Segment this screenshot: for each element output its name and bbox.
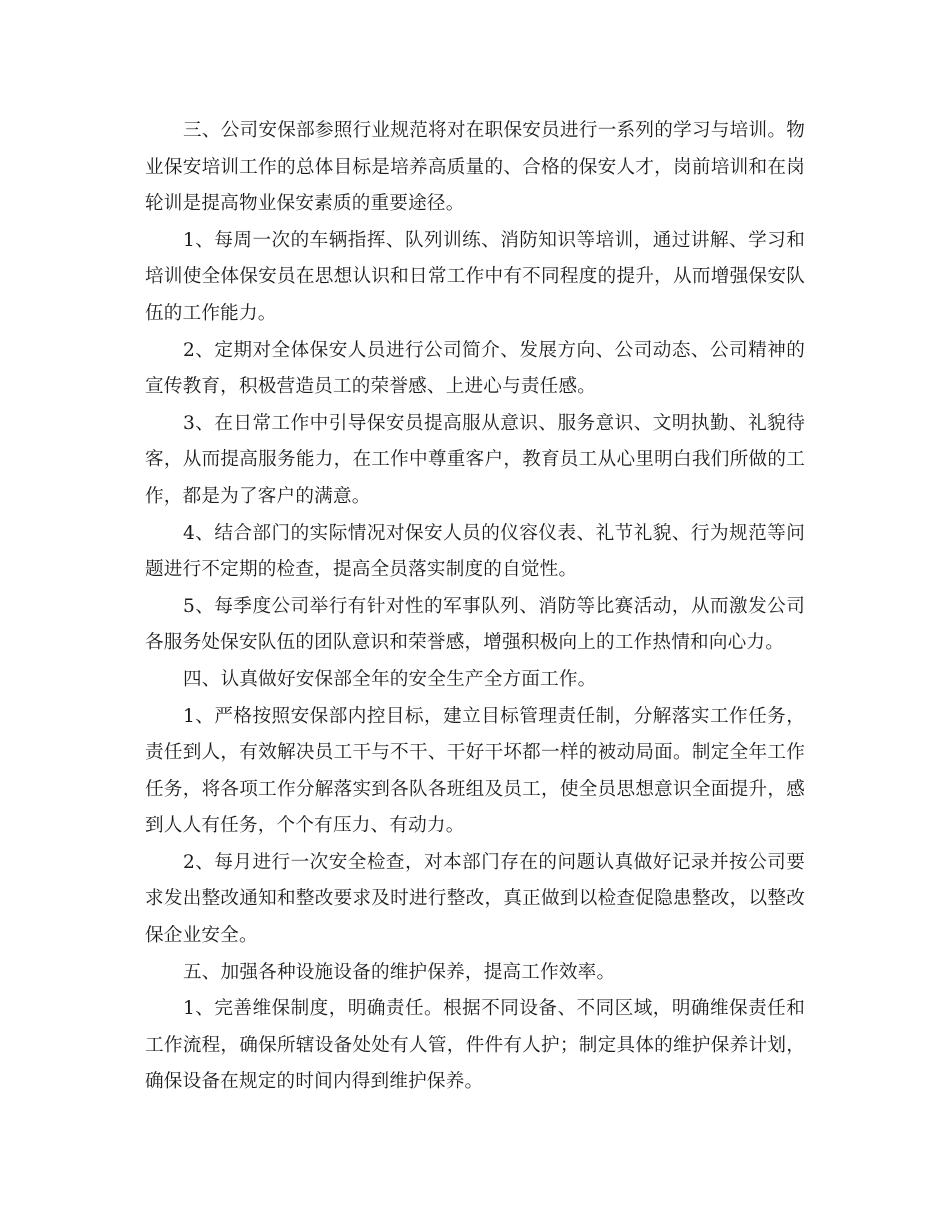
paragraph-3-item-3: 3、在日常工作中引导保安员提高服从意识、服务意识、文明执勤、礼貌待客，从而提高服务能力，在工作中尊重客户，教育员工从心里明白我们所做的工作，都是为了客户的满意。: [145, 412, 805, 507]
paragraph-5-item-1: 1、完善维保制度，明确责任。根据不同设备、不同区域，明确维保责任和工作流程，确保所辖设备处处有人管，件件有人护；制定具体的维护保养计划，确保设备在规定的时间内得到维护保养。: [145, 998, 805, 1093]
paragraph-4-item-1: 1、严格按照安保部内控目标，建立目标管理责任制，分解落实工作任务，责任到人，有效解决员工干与不干、干好干坏都一样的被动局面。制定全年工作任务，将各项工作分解落实到各队各班组及员工，使全员思想意识全面提升，感到人人有任务，个个有压力、有动力。: [145, 705, 805, 837]
paragraph-3-item-2: 2、定期对全体保安人员进行公司简介、发展方向、公司动态、公司精神的宣传教育，积极营造员工的荣誉感、上进心与责任感。: [145, 339, 805, 398]
paragraph-3-item-1: 1、每周一次的车辆指挥、队列训练、消防知识等培训，通过讲解、学习和培训使全体保安员在思想认识和日常工作中有不同程度的提升，从而增强保安队伍的工作能力。: [145, 229, 805, 324]
paragraph-section-4-heading: 四、认真做好安保部全年的安全生产全方面工作。: [183, 668, 597, 690]
paragraph-4-item-2: 2、每月进行一次安全检查，对本部门存在的问题认真做好记录并按公司要求发出整改通知和整改要求及时进行整改，真正做到以检查促隐患整改，以整改保企业安全。: [145, 851, 805, 947]
paragraph-3-item-4: 4、结合部门的实际情况对保安人员的仪容仪表、礼节礼貌、行为规范等问题进行不定期的检查，提高全员落实制度的自觉性。: [145, 522, 805, 581]
paragraph-section-3-heading: 三、公司安保部参照行业规范将对在职保安员进行一系列的学习与培训。物业保安培训工作的总体目标是培养高质量的、合格的保安人才，岗前培训和在岗轮训是提高物业保安素质的重要途径。: [145, 120, 805, 215]
paragraph-3-item-5: 5、每季度公司举行有针对性的军事队列、消防等比赛活动，从而激发公司各服务处保安队伍的团队意识和荣誉感，增强积极向上的工作热情和向心力。: [145, 595, 805, 654]
document-body: [145, 113, 805, 1101]
paragraph-section-5-heading: 五、加强各种设施设备的维护保养，提高工作效率。: [183, 961, 616, 983]
